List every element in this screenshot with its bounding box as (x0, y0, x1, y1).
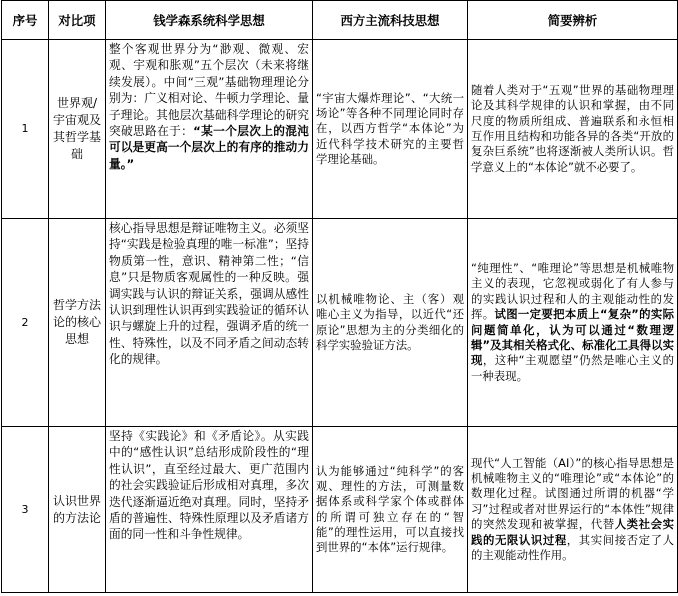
header-qian: 钱学森系统科学思想 (106, 1, 313, 40)
qian-cell: 核心指导思想是辩证唯物主义。必须坚持“实践是检验真理的唯一标准”；坚持物质第一性，意识、精神第二性；“信息”只是物质客观属性的一种反映。强调实践与认识的辩证关系，强调从感性认识到理性认识再到实践验证的循环认识与螺旋上升的过程，强调矛盾的统一性、特殊性，以及不同矛盾之间动态转化的规律。 (106, 219, 313, 427)
table-header-row (2, 1, 678, 40)
comment-emphasis: 人类社会实践的无限认识过程 (471, 517, 674, 547)
table-row (2, 427, 678, 593)
comment-cell: 随着人类对于“五观”世界的基础物理理论及其科学规律的认识和掌握，由不同尺度的物质所组成、普遍联系和永恒相互作用且结构和功能各异的各类“开放的复杂巨系统”也将逐渐被人类所认识。哲学意义上的“本体论”就不必要了。 (468, 40, 678, 219)
row-number: 3 (2, 427, 49, 593)
row-topic: 认识世界的方法论 (49, 427, 106, 593)
header-item: 对比项 (49, 1, 106, 40)
row-number: 2 (2, 219, 49, 427)
header-index: 序号 (2, 1, 49, 40)
qian-cell: 坚持《实践论》和《矛盾论》。从实践中的“感性认识”总结形成阶段性的“理性认识”，直至经过最大、更广范围内的社会实践验证后形成相对真理，多次迭代逐渐逼近绝对真理。同时，坚持矛盾的普遍性、特殊性原理以及矛盾诸方面的同一性和斗争性规律。 (106, 427, 313, 593)
comment-cell (468, 427, 678, 593)
comment-text: 现代“人工智能（AI）”的核心指导思想是机械唯物主义的“唯理论”或“本体论”的数理化过程。试图通过所谓的机器“学习”过程或者对世界运行的“本体性”规律的突然发现和被掌握，代替 (471, 455, 674, 532)
table-row (2, 40, 678, 219)
comment-emphasis: 试图一定要把本质上“复杂”的实际问题简单化，认为可以通过“数理逻辑”及其相关格式化、标准化工具得以实现 (471, 307, 674, 368)
header-western: 西方主流科技思想 (313, 1, 468, 40)
qian-emphasis: “某一个层次上的混沌可以是更高一个层次上的有序的推动力量。” (109, 124, 309, 171)
row-topic: 哲学方法论的核心思想 (49, 219, 106, 427)
comparison-table (1, 0, 678, 593)
row-topic: 世界观/宇宙观及其哲学基础 (49, 40, 106, 219)
comment-cell (468, 219, 678, 427)
comment-tail: ，这种“主观愿望”仍然是唯心主义的一种表现。 (471, 353, 674, 383)
row-number: 1 (2, 40, 49, 219)
header-comment: 简要辨析 (468, 1, 678, 40)
western-cell: 认为能够通过“纯科学”的客观、理性的方法，可测量数据体系或科学家个体或群体的所谓可独立存在的“智能”的理性运用，可以直接找到世界的“本体”运行规律。 (313, 427, 468, 593)
table-row (2, 219, 678, 427)
qian-cell (106, 40, 313, 219)
comment-text: “纯理性”、“唯理论”等思想是机械唯物主义的表现，它忽视或弱化了有人参与的实践认识过程和人的主观能动性的发挥。 (471, 260, 674, 322)
western-cell: 以机械唯物论、主（客）观唯心主义为指导，以近代“还原论”思想为主的分类细化的科学实验验证方法。 (313, 219, 468, 427)
qian-text: 整个客观世界分为“渺观、微观、宏观、宇观和胀观”五个层次（未来将继续发展）。中间“三观”基础物理理论分别为：广义相对论、牛顿力学理论、量子理论。其他层次基础科学理论的研究突破思路在于： (109, 42, 309, 139)
western-cell: “宇宙大爆炸理论”、“大统一场论”等各种不同理论同时存在，以西方哲学“本体论”为近代科学技术研究的主要哲学理论基础。 (313, 40, 468, 219)
comment-tail: ，其实间接否定了人的主观能动性作用。 (471, 532, 674, 563)
